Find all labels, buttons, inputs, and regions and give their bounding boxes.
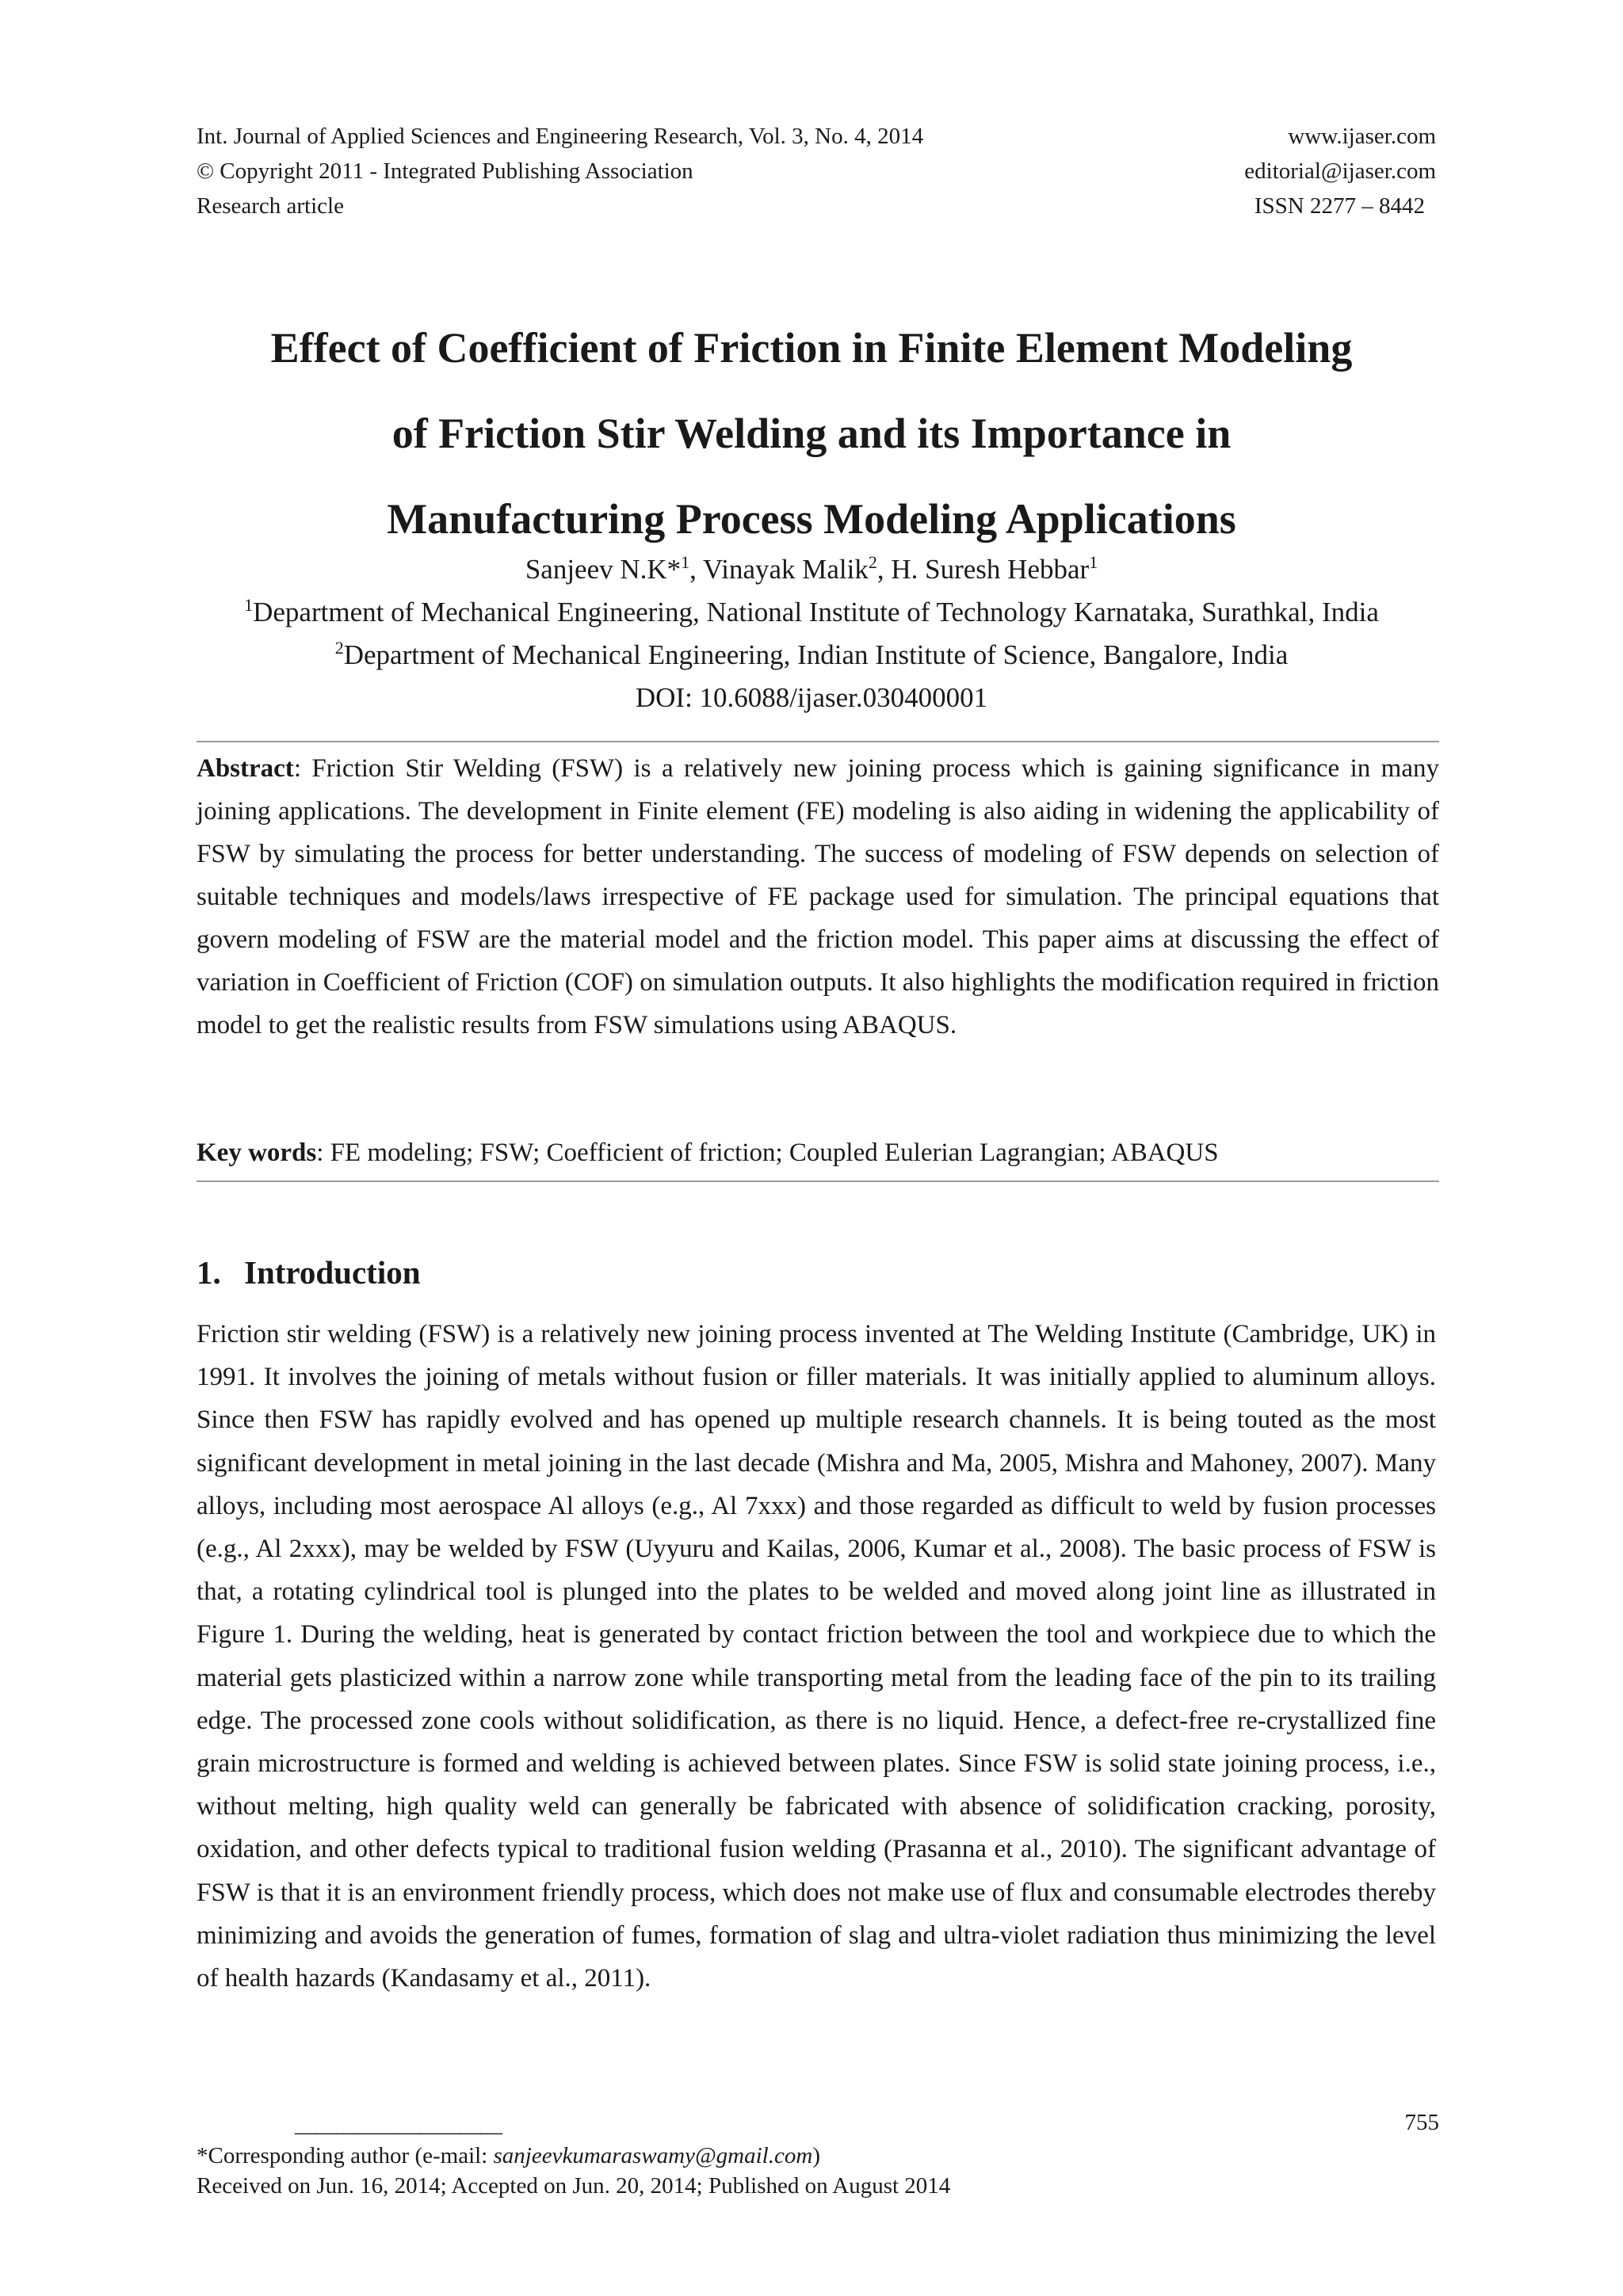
publication-dates: Received on Jun. 16, 2014; Accepted on Jun. 20, 2014; Published on August 2014 <box>197 2173 951 2199</box>
author-3-affiliation-mark: 1 <box>1089 552 1098 572</box>
keywords-label: Key words <box>197 1138 317 1167</box>
journal-name: Int. Journal of Applied Sciences and Engineering Research, Vol. 3, No. 4, 2014 <box>197 124 924 149</box>
footnotes <box>197 2141 950 2201</box>
section-title: Introduction <box>244 1254 421 1291</box>
author-3: , H. Suresh Hebbar <box>876 554 1090 585</box>
journal-website: www.ijaser.com <box>1288 124 1436 149</box>
keywords-bottom-rule <box>197 1180 1439 1182</box>
copyright-notice: © Copyright 2011 - Integrated Publishing Association <box>197 158 693 184</box>
title-line-1: Effect of Coefficient of Friction in Finite Element Modeling <box>270 324 1353 372</box>
introduction-paragraph: Friction stir welding (FSW) is a relatively new joining process invented at The Welding Institute (Cambridge, UK) in 1991. It involves the joining of metals without fusion or filler materials. It was initially applied to aluminum alloys. Since then FSW has rapidly evolved and has opened up multiple research channels. It is being touted as the most significant development in metal joining in the last decade (Mishra and Ma, 2005, Mishra and Mahoney, 2007). Many alloys, including most aerospace Al alloys (e.g., Al 7xxx) and those regarded as difficult to weld by fusion processes (e.g., Al 2xxx), may be welded by FSW (Uyyuru and Kailas, 2006, Kumar et al., 2008). The basic process of FSW is that, a rotating cylindrical tool is plunged into the plates to be welded and moved along joint line as illustrated in Figure 1. During the welding, heat is generated by contact friction between the tool and workpiece due to which the material gets plasticized within a narrow zone while transporting metal from the leading face of the pin to its trailing edge. The processed zone cools without solidification, as there is no liquid. Hence, a defect-free re-crystallized fine grain microstructure is formed and welding is achieved between plates. Since FSW is solid state joining process, i.e., without melting, high quality weld can generally be fabricated with absence of solidification cracking, porosity, oxidation, and other defects typical to traditional fusion welding (Prasanna et al., 2010). The significant advantage of FSW is that it is an environment friendly process, which does not make use of flux and consumable electrodes thereby minimizing and avoids the generation of fumes, formation of slag and ultra-violet radiation thus minimizing the level of health hazards (Kandasamy et al., 2011). <box>197 1320 1436 1993</box>
abstract-top-rule <box>197 741 1439 742</box>
corresponding-prefix: *Corresponding author (e-mail: <box>197 2143 494 2168</box>
header-row-2 <box>197 154 1436 189</box>
corresponding-suffix: ) <box>812 2143 820 2168</box>
affiliation-1-text: Department of Mechanical Engineering, National Institute of Technology Karnataka, Surathkal, India <box>253 597 1379 627</box>
author-block <box>158 548 1465 719</box>
title-line-3: Manufacturing Process Modeling Applications <box>387 495 1236 543</box>
section-heading-introduction <box>197 1249 421 1296</box>
header-row-3 <box>197 189 1436 223</box>
author-2-affiliation-mark: 2 <box>868 552 877 572</box>
author-1: Sanjeev N.K* <box>525 554 682 585</box>
author-list <box>158 548 1465 591</box>
corresponding-email: sanjeevkumaraswamy@gmail.com <box>493 2143 813 2168</box>
affiliation-2 <box>158 634 1465 677</box>
affiliation-1-mark: 1 <box>244 595 254 615</box>
keywords <box>197 1131 1439 1174</box>
corresponding-author-note <box>197 2141 950 2171</box>
abstract <box>197 747 1439 1047</box>
footnote-separator: —————————— <box>295 2120 501 2145</box>
journal-email: editorial@ijaser.com <box>1244 158 1436 184</box>
issn: ISSN 2277 – 8442 <box>1254 193 1425 219</box>
author-2: , Vinayak Malik <box>689 554 869 585</box>
header-row-1 <box>197 119 1436 154</box>
journal-header <box>197 119 1436 223</box>
paper-title <box>158 305 1465 562</box>
affiliation-2-mark: 2 <box>334 638 344 658</box>
abstract-text: : Friction Stir Welding (FSW) is a relatively new joining process which is gaining significance in many joining applications. The development in Finite element (FE) modeling is also aiding in widening the applicability of FSW by simulating the process for better understanding. The success of modeling of FSW depends on selection of suitable techniques and models/laws irrespective of FE package used for simulation. The principal equations that govern modeling of FSW are the material model and the friction model. This paper aims at discussing the effect of variation in Coefficient of Friction (COF) on simulation outputs. It also highlights the modification required in friction model to get the realistic results from FSW simulations using ABAQUS. <box>197 754 1439 1039</box>
keywords-text: : FE modeling; FSW; Coefficient of friction; Coupled Eulerian Lagrangian; ABAQUS <box>316 1138 1219 1167</box>
section-number: 1. <box>197 1254 221 1291</box>
affiliation-2-text: Department of Mechanical Engineering, Indian Institute of Science, Bangalore, India <box>343 639 1289 670</box>
article-type: Research article <box>197 193 344 219</box>
author-1-affiliation-mark: 1 <box>681 552 690 572</box>
doi: DOI: 10.6088/ijaser.030400001 <box>635 682 988 713</box>
page-number: 755 <box>1404 2110 1439 2135</box>
abstract-label: Abstract <box>197 754 294 783</box>
affiliation-1 <box>158 591 1465 634</box>
title-line-2: of Friction Stir Welding and its Importance in <box>391 410 1232 457</box>
